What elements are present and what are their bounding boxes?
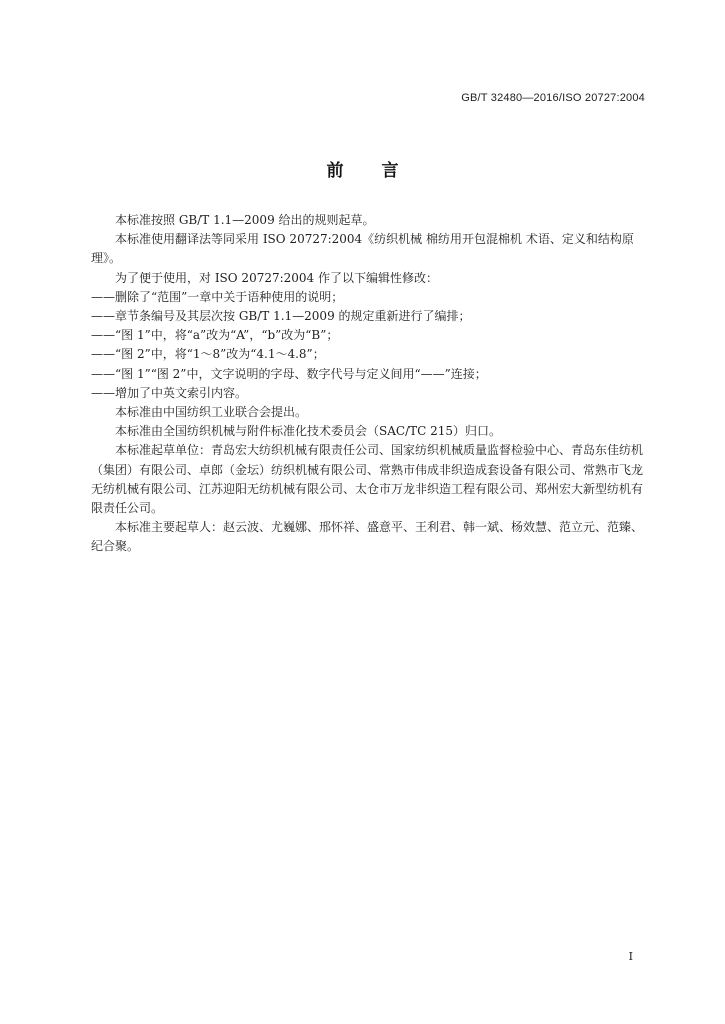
- paragraph-adoption: 本标准使用翻译法等同采用 ISO 20727:2004《纺织机械 棉纺用开包混棉机 术语、定义和结构原理》。: [91, 232, 634, 266]
- paragraph-proposer: 本标准由中国纺织工业联合会提出。: [115, 405, 308, 420]
- edit-item: ——“图 1”中，将“a”改为“A”，“b”改为“B”；: [91, 328, 339, 343]
- edit-item: ——“图 2”中，将“1～8”改为“4.1～4.8”；: [91, 347, 325, 362]
- edit-item: ——章节条编号及其层次按 GB/T 1.1—2009 的规定重新进行了编排；: [91, 309, 471, 324]
- edit-item: ——增加了中英文索引内容。: [91, 385, 248, 400]
- paragraph-committee: 本标准由全国纺织机械与附件标准化技术委员会（SAC/TC 215）归口。: [115, 424, 502, 439]
- page-title: 前言: [326, 161, 437, 181]
- edit-item: ——“图 1”“图 2”中，文字说明的字母、数字代号与定义间用“——”连接；: [91, 366, 487, 381]
- page-number: I: [628, 950, 633, 963]
- edit-item: ——删除了“范围”一章中关于语种使用的说明；: [91, 289, 344, 304]
- standard-code: GB/T 32480—2016/ISO 20727:2004: [461, 92, 645, 104]
- paragraph-drafting-rules: 本标准按照 GB/T 1.1—2009 给出的规则起草。: [115, 213, 375, 227]
- paragraph-drafting-units: 本标准起草单位：青岛宏大纺织机械有限责任公司、国家纺织机械质量监督检验中心、青岛东佳纺机（集团）有限公司、卓郎（金坛）纺织机械有限公司、常熟市伟成非织造成套设备有限公司、常熟市飞龙无纺机械有限公司、江苏迎阳无纺机械有限公司、太仓市万龙非织造工程有限公司、郑州宏大新型纺机有限责任公司。: [91, 443, 644, 516]
- paragraph-edits-intro: 为了便于使用，对 ISO 20727:2004 作了以下编辑性修改：: [115, 270, 438, 285]
- paragraph-drafters: 本标准主要起草人：赵云波、尤巍娜、邢怀祥、盛意平、王利君、韩一斌、杨效慧、范立元、范臻、纪合聚。: [91, 520, 644, 554]
- foreword-body: [91, 211, 651, 557]
